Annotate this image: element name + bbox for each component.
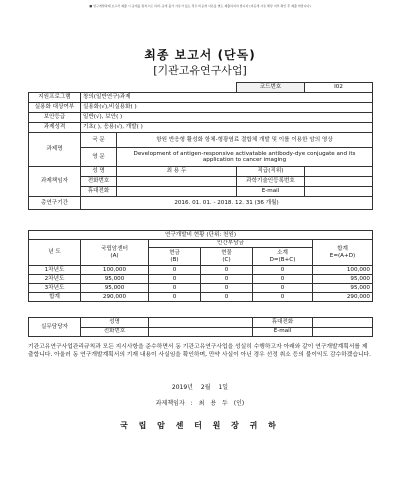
budget-total-header: 합계 E=(A+D) bbox=[313, 240, 373, 266]
project-kor-value: 항원 반응형 활성화 항체-형광염료 결합체 개발 및 이를 이용한 암의 영상 bbox=[117, 133, 373, 148]
budget-table bbox=[28, 230, 373, 302]
signature-line bbox=[0, 398, 400, 407]
recipient-org: 국 립 암 센 터 원 장 귀 하 bbox=[120, 421, 280, 430]
budget-inkind: 0 bbox=[201, 275, 253, 284]
leader-dept-label: 과학기술인등록번호 bbox=[237, 177, 305, 187]
character-label: 과제성격 bbox=[29, 123, 81, 133]
staff-table bbox=[28, 317, 373, 337]
code-value: I02 bbox=[305, 83, 373, 93]
sign-seal: (인) bbox=[233, 400, 245, 407]
budget-year: 1차년도 bbox=[29, 266, 81, 275]
project-kor-label: 국 문 bbox=[81, 133, 117, 148]
budget-subtotal: 0 bbox=[253, 284, 313, 293]
budget-subtotal-header: 소계 D=(B+C) bbox=[253, 248, 313, 266]
budget-total: 95,000 bbox=[313, 284, 373, 293]
program-label: 지원프로그램 bbox=[29, 93, 81, 103]
period-label: 총연구기간 bbox=[29, 197, 81, 210]
project-eng-value: Development of antigen-responsive activatable antibody-dye conjugate and its application to cancer imaging bbox=[117, 148, 373, 167]
table-row bbox=[29, 266, 373, 275]
staff-mobile-label: 휴대전화 bbox=[253, 318, 313, 328]
leader-position-label: 직급(직위) bbox=[237, 167, 305, 177]
certification-text: 기관고유연구사업관리규칙과 모든 지시사항을 준수하면서 동 기관고유연구사업을 성실히 수행하고자 아래와 같이 연구개발계획서를 제출합니다. 아울러 동 연구개발계획서의 기재 내용이 사실임을 확인하며, 만약 사실이 아닌 경우 선정 취소 등의 불이익도 감수하겠습니다. bbox=[28, 344, 372, 358]
leader-position-value bbox=[305, 167, 373, 177]
budget-private-header: 민간부담금 bbox=[149, 240, 313, 248]
program-value: 창의(일반연구)과제 bbox=[81, 93, 373, 103]
staff-email-label: E-mail bbox=[253, 327, 313, 337]
project-label: 과제명 bbox=[29, 133, 81, 167]
date-day: 1일 bbox=[218, 384, 229, 391]
budget-center-header: 국립암센터 (A) bbox=[81, 240, 149, 266]
table-row bbox=[29, 284, 373, 293]
budget-cash: 0 bbox=[149, 266, 201, 275]
security-label: 보안등급 bbox=[29, 113, 81, 123]
page-subtitle: [기관고유연구사업] bbox=[153, 64, 247, 77]
budget-total: 95,000 bbox=[313, 275, 373, 284]
table-row bbox=[29, 275, 373, 284]
staff-email-value bbox=[313, 327, 373, 337]
leader-mobile-value bbox=[117, 187, 237, 197]
notice-text: ■ 연구개발과제 보고서 제출 시 공개를 원칙으로 하며, 공개 불가 사유가 있는 경우 비공개 사유를 별도 제출하여야 합니다 (비공개 사유 해당 여부 확인 후 제출 바랍니다) bbox=[89, 4, 311, 8]
budget-inkind: 0 bbox=[201, 293, 253, 302]
budget-subtotal: 0 bbox=[253, 275, 313, 284]
sign-name: 최 용 두 bbox=[198, 400, 228, 407]
target-value: 실용화(√),비실용화( ) bbox=[81, 103, 373, 113]
budget-year: 2차년도 bbox=[29, 275, 81, 284]
page-title: 최종 보고서 (단독) bbox=[144, 48, 256, 62]
code-label: 코드번호 bbox=[237, 83, 305, 93]
staff-phone-label: 전화번호 bbox=[81, 327, 149, 337]
budget-subtotal: 0 bbox=[253, 266, 313, 275]
date-year: 2019년 bbox=[171, 384, 193, 391]
sign-label: 과제책임자 : bbox=[155, 400, 193, 407]
budget-cash-header: 현금 (B) bbox=[149, 248, 201, 266]
leader-email-value bbox=[305, 187, 373, 197]
submission-date bbox=[0, 382, 400, 391]
info-table bbox=[28, 82, 373, 210]
budget-cash: 0 bbox=[149, 293, 201, 302]
leader-phone-value bbox=[117, 177, 237, 187]
budget-cash: 0 bbox=[149, 275, 201, 284]
budget-center: 100,000 bbox=[81, 266, 149, 275]
budget-center: 95,000 bbox=[81, 284, 149, 293]
leader-name-value: 최 용 두 bbox=[117, 167, 237, 177]
staff-mobile-value bbox=[313, 318, 373, 328]
budget-year: 합계 bbox=[29, 293, 81, 302]
security-value: 일반(√), 보안( ) bbox=[81, 113, 373, 123]
budget-year-header: 년 도 bbox=[29, 240, 81, 266]
table-row bbox=[29, 293, 373, 302]
target-label: 실용화 대상여부 bbox=[29, 103, 81, 113]
period-value: 2016. 01. 01. - 2018. 12. 31 (36 개월) bbox=[81, 197, 373, 210]
budget-subtotal: 0 bbox=[253, 293, 313, 302]
budget-caption: 연구개발비 현황 (단위: 천원) bbox=[29, 231, 373, 240]
leader-label: 과제책임자 bbox=[29, 167, 81, 197]
budget-total: 100,000 bbox=[313, 266, 373, 275]
budget-year: 3차년도 bbox=[29, 284, 81, 293]
project-eng-label: 영 문 bbox=[81, 148, 117, 167]
character-value: 기초( ), 응용(√), 개발( ) bbox=[81, 123, 373, 133]
leader-email-label: E-mail bbox=[237, 187, 305, 197]
budget-inkind-header: 현물 (C) bbox=[201, 248, 253, 266]
staff-label: 실무담당자 bbox=[29, 318, 81, 337]
budget-inkind: 0 bbox=[201, 284, 253, 293]
leader-phone-label: 전화번호 bbox=[81, 177, 117, 187]
staff-name-label: 성명 bbox=[81, 318, 149, 328]
budget-cash: 0 bbox=[149, 284, 201, 293]
staff-phone-value bbox=[149, 327, 253, 337]
leader-mobile-label: 휴대전화 bbox=[81, 187, 117, 197]
budget-inkind: 0 bbox=[201, 266, 253, 275]
budget-center: 95,000 bbox=[81, 275, 149, 284]
leader-name-label: 성 명 bbox=[81, 167, 117, 177]
staff-name-value bbox=[149, 318, 253, 328]
budget-center: 290,000 bbox=[81, 293, 149, 302]
budget-total: 290,000 bbox=[313, 293, 373, 302]
date-month: 2월 bbox=[200, 384, 211, 391]
leader-dept-value bbox=[305, 177, 373, 187]
